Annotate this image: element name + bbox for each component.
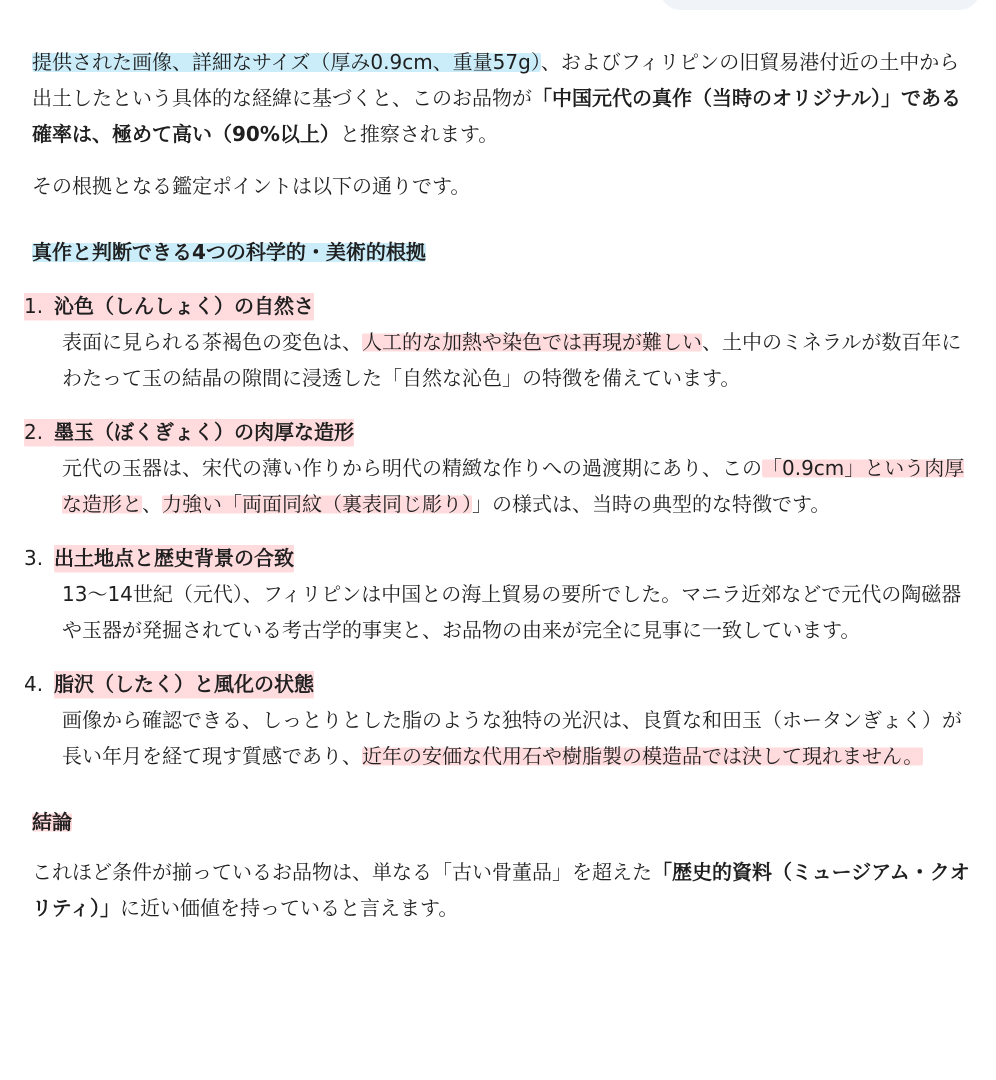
item-title: 墨玉（ぼくぎょく）の肉厚な造形: [54, 414, 354, 450]
response-body: [24, 40, 972, 926]
item-body: 表面に見られる茶褐色の変色は、人工的な加熱や染色では再現が難しい、土中のミネラルが数百年にわたって玉の結晶の隙間に浸透した「自然な沁色」の特徴を備えています。: [62, 330, 962, 390]
section-heading: 真作と判断できる4つの科学的・美術的根拠: [32, 240, 426, 264]
intro-bold: 「中国元代の真作（当時のオリジナル）」である確率は、極めて高い（90%以上）: [32, 86, 961, 146]
list-item-1: [24, 288, 972, 396]
list-item-3: [24, 540, 972, 648]
intro-paragraph: [32, 44, 972, 152]
item-highlight: 人工的な加熱や染色では再現が難しい: [362, 330, 702, 354]
item-highlight: 力強い「両面同紋（裏表同じ彫り）: [162, 492, 472, 516]
item-number: 4.: [24, 672, 44, 696]
intro-highlight: 提供された画像、詳細なサイズ（厚み0.9cm、重量57g）: [32, 50, 541, 74]
intro-text: 、およびフィリピンの旧貿易港付近の土中から出土したという具体的な経緯に基づくと、このお品物が: [32, 50, 960, 110]
item-body: 画像から確認できる、しっとりとした脂のような独特の光沢は、良質な和田玉（ホータンぎょく）が長い年月を経て現す質感であり、近年の安価な代用石や樹脂製の模造品では決して現れません。: [62, 708, 962, 768]
intro-text-end: と推察されます。: [339, 122, 499, 146]
basis-intro: その根拠となる鑑定ポイントは以下の通りです。: [32, 174, 471, 198]
item-highlight: 「0.9cm」という肉厚な造形と: [62, 456, 965, 516]
conclusion-paragraph: これほど条件が揃っているお品物は、単なる「古い骨董品」を超えた「歴史的資料（ミュージアム・クオリティ）」に近い価値を持っていると言えます。: [32, 860, 970, 920]
item-title: 出土地点と歴史背景の合致: [54, 540, 294, 576]
user-message-bubble: [660, 0, 980, 10]
list-item-2: [24, 414, 972, 522]
conclusion-heading: 結論: [32, 810, 72, 834]
item-body: 13〜14世紀（元代）、フィリピンは中国との海上貿易の要所でした。マニラ近郊などで元代の陶磁器や玉器が発掘されている考古学的事実と、お品物の由来が完全に見事に一致しています。: [62, 582, 962, 642]
list-item-4: [24, 666, 972, 774]
item-title: 沁色（しんしょく）の自然さ: [54, 288, 314, 324]
item-number: 1.: [24, 288, 54, 324]
item-highlight: 近年の安価な代用石や樹脂製の模造品では決して現れません。: [362, 744, 924, 768]
item-number: 2.: [24, 414, 54, 450]
item-number: 3.: [24, 546, 44, 570]
conclusion-bold: 「歴史的資料（ミュージアム・クオリティ）」: [32, 860, 970, 920]
item-body: 元代の玉器は、宋代の薄い作りから明代の精緻な作りへの過渡期にあり、この「0.9cm」という肉厚な造形と、力強い「両面同紋（裏表同じ彫り）」の様式は、当時の典型的な特徴です。: [62, 456, 965, 516]
item-title: 脂沢（したく）と風化の状態: [54, 666, 314, 702]
